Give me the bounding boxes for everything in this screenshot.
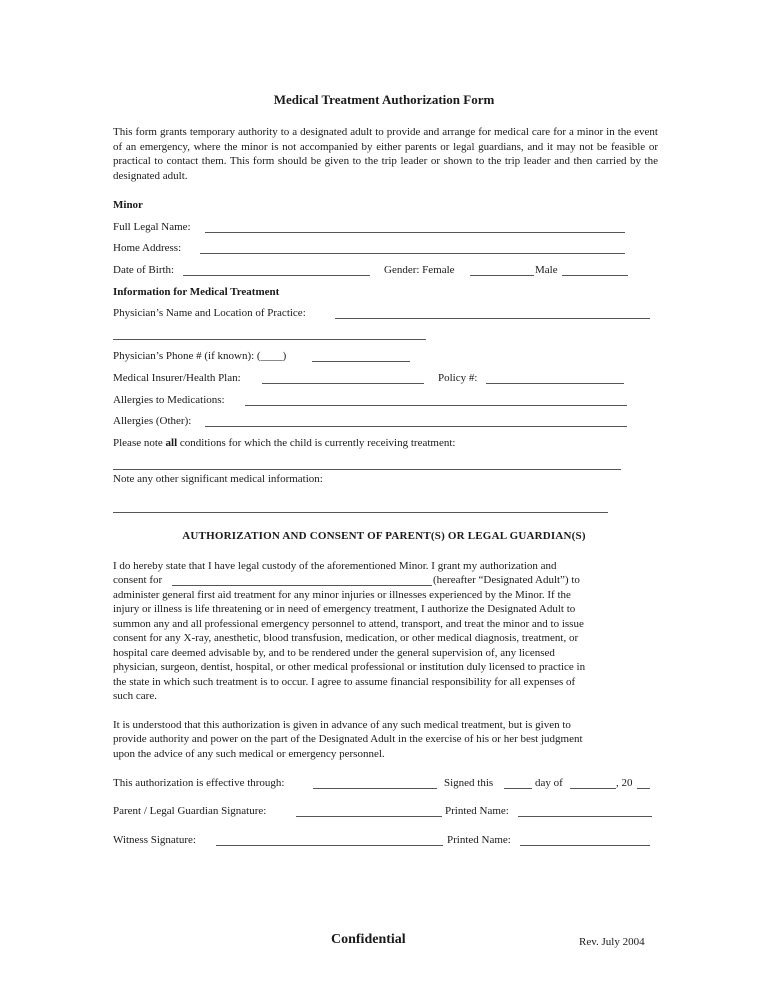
designated-adult-field[interactable] bbox=[172, 585, 432, 586]
revision-date: Rev. July 2004 bbox=[579, 936, 645, 948]
consent-line-9: the state in which such treatment is to occur. I agree to assume financial responsibility for all expenses of bbox=[113, 676, 576, 688]
insurer-label: Medical Insurer/Health Plan: bbox=[113, 372, 241, 384]
effective-through-label: This authorization is effective through: bbox=[113, 777, 285, 789]
allergies-medications-field[interactable] bbox=[245, 405, 627, 406]
insurer-field[interactable] bbox=[262, 383, 424, 384]
consent-line-5: summon any and all professional emergency personnel to attend, transport, and treat the minor and to issue bbox=[113, 618, 584, 630]
effective-through-field[interactable] bbox=[313, 788, 437, 789]
conditions-note-bold: all bbox=[165, 437, 178, 449]
full-name-label: Full Legal Name: bbox=[113, 221, 191, 233]
consent-line-4: injury or illness is life threatening or in need of emergency treatment, I authorize the Designated Adult to bbox=[113, 603, 576, 615]
physician-label: Physician’s Name and Location of Practice: bbox=[113, 307, 306, 319]
signed-this-label: Signed this bbox=[444, 777, 494, 789]
consent-line-7: hospital care deemed advisable by, and to be rendered under the general supervision of, any licensed bbox=[113, 647, 555, 659]
form-title: Medical Treatment Authorization Form bbox=[273, 92, 495, 107]
other-info-label: Note any other significant medical information: bbox=[113, 473, 323, 485]
dob-label: Date of Birth: bbox=[113, 264, 175, 276]
consent-line-3: administer general first aid treatment for any minor injuries or illnesses experienced by the Minor. If the bbox=[113, 589, 571, 601]
consent-line-2-post: (hereafter “Designated Adult”) to bbox=[433, 574, 580, 586]
physician-phone-label: Physician’s Phone # (if known): (____) bbox=[113, 350, 287, 362]
witness-printed-name-field[interactable] bbox=[520, 845, 650, 846]
consent-line-8: physician, surgeon, dentist, hospital, or other medical professional or institution duly licensed to practice in bbox=[113, 661, 586, 673]
intro-paragraph: This form grants temporary authority to a designated adult to provide and arrange for medical care for a minor in the event of an emergency, where the minor is not accompanied by either parents or legal guardians, and it may not be feasible or practical to contact them. This form should be given to the trip leader or shown to the trip leader and then carried by the designated adult. bbox=[113, 126, 658, 182]
signed-year-field[interactable] bbox=[637, 788, 650, 789]
conditions-note-pre: Please note bbox=[113, 437, 163, 449]
parent-printed-name-label: Printed Name: bbox=[445, 805, 509, 817]
conditions-note-post: conditions for which the child is currently receiving treatment: bbox=[179, 437, 456, 449]
dob-field[interactable] bbox=[183, 275, 370, 276]
consent-line-1: I do hereby state that I have legal custody of the aforementioned Minor. I grant my authorization and bbox=[113, 560, 557, 572]
medical-heading: Information for Medical Treatment bbox=[113, 286, 280, 298]
physician-field-continued[interactable] bbox=[113, 339, 426, 340]
parent-signature-label: Parent / Legal Guardian Signature: bbox=[113, 805, 267, 817]
signed-month-field[interactable] bbox=[570, 788, 616, 789]
consent-line-6: consent for any X-ray, anesthetic, blood transfusion, medication, or other medical diagnosis, treatment, or bbox=[113, 632, 579, 644]
consent-line-10: such care. bbox=[113, 690, 157, 702]
witness-printed-name-label: Printed Name: bbox=[447, 834, 511, 846]
understanding-line-2: provide authority and power on the part of the Designated Adult in the exercise of his or her best judgment bbox=[113, 733, 583, 745]
gender-male-field[interactable] bbox=[562, 275, 628, 276]
parent-printed-name-field[interactable] bbox=[518, 816, 652, 817]
policy-field[interactable] bbox=[486, 383, 624, 384]
understanding-line-3: upon the advice of any such medical or emergency personnel. bbox=[113, 748, 385, 760]
conditions-field[interactable] bbox=[113, 469, 621, 470]
allergies-other-field[interactable] bbox=[205, 426, 627, 427]
full-name-field[interactable] bbox=[205, 232, 625, 233]
home-address-field[interactable] bbox=[200, 253, 625, 254]
other-info-field[interactable] bbox=[113, 512, 608, 513]
allergies-medications-label: Allergies to Medications: bbox=[113, 394, 225, 406]
witness-signature-label: Witness Signature: bbox=[113, 834, 196, 846]
conditions-note bbox=[113, 436, 455, 450]
minor-heading: Minor bbox=[113, 199, 143, 211]
physician-field[interactable] bbox=[335, 318, 650, 319]
policy-label: Policy #: bbox=[438, 372, 478, 384]
gender-male-label: Male bbox=[535, 264, 558, 276]
confidential-footer: Confidential bbox=[331, 932, 406, 947]
signed-day-field[interactable] bbox=[504, 788, 532, 789]
understanding-line-1: It is understood that this authorization is given in advance of any such medical treatment, but is given to bbox=[113, 719, 571, 731]
witness-signature-field[interactable] bbox=[216, 845, 443, 846]
physician-phone-field[interactable] bbox=[312, 361, 410, 362]
day-of-label: day of bbox=[535, 777, 563, 789]
gender-female-field[interactable] bbox=[470, 275, 534, 276]
year-label: , 20 bbox=[616, 777, 633, 789]
home-address-label: Home Address: bbox=[113, 242, 182, 254]
parent-signature-field[interactable] bbox=[296, 816, 442, 817]
gender-female-label: Gender: Female bbox=[384, 264, 455, 276]
allergies-other-label: Allergies (Other): bbox=[113, 415, 192, 427]
consent-heading: AUTHORIZATION AND CONSENT OF PARENT(S) OR LEGAL GUARDIAN(S) bbox=[182, 530, 586, 542]
consent-line-2-pre: consent for bbox=[113, 574, 163, 586]
